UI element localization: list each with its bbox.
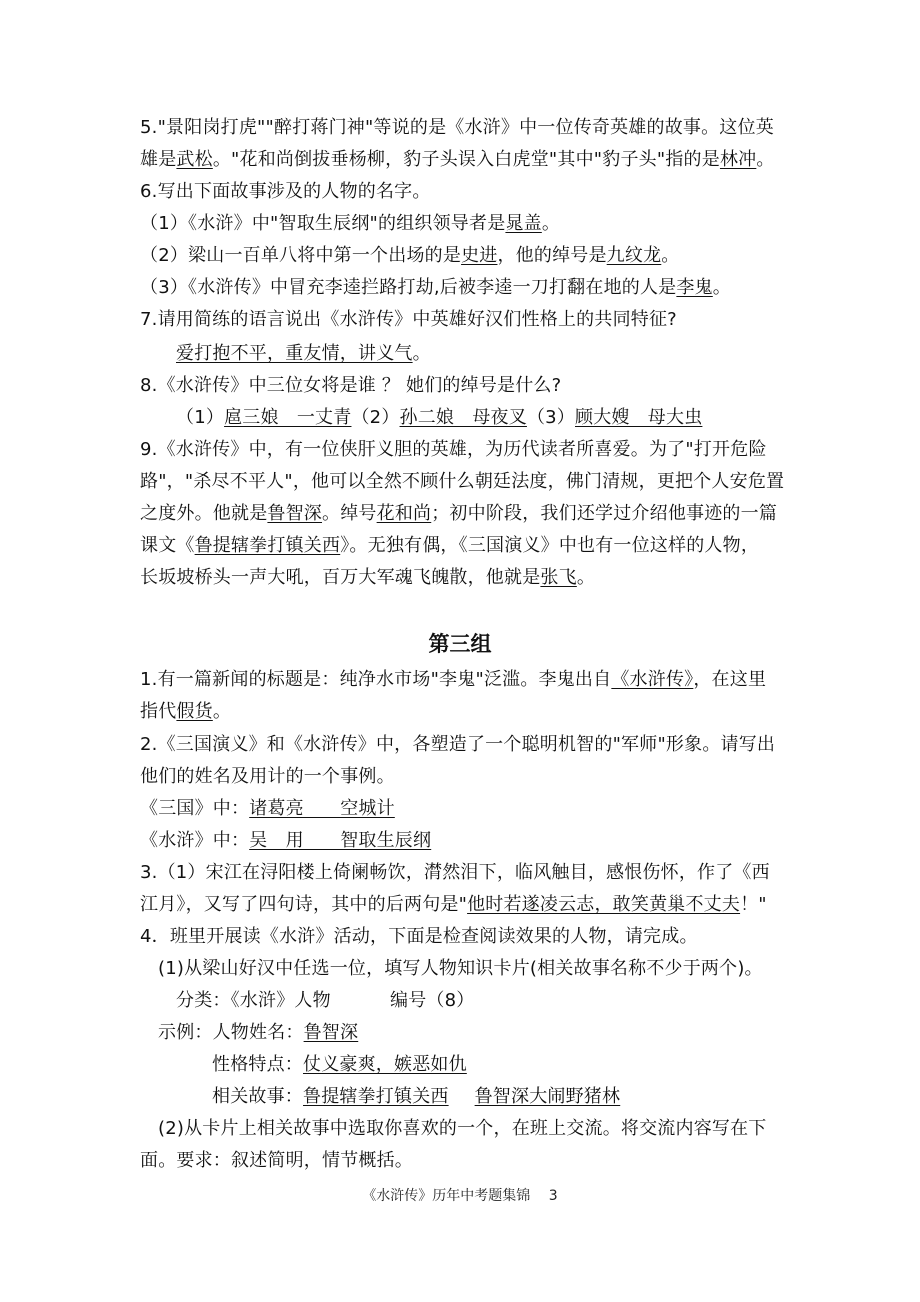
text: 。"花和尚倒拔垂杨柳，豹子头误入白虎堂"其中"豹子头"指的是 bbox=[212, 149, 720, 170]
q9-line-2: 路"，"杀尽不平人"，他可以全然不顾什么朝廷法度，佛门清规，更把个人安危置 bbox=[140, 471, 785, 492]
answer-trait: 仗义豪爽，嫉恶如仇 bbox=[303, 1054, 467, 1075]
answer-story-1: 鲁提辖拳打镇关西 bbox=[303, 1086, 449, 1107]
answer-name: 鲁智深 bbox=[303, 1022, 359, 1043]
text: 长坂坡桥头一声大吼，百万大军魂飞魄散，他就是 bbox=[140, 567, 541, 588]
text: 。 bbox=[541, 213, 561, 234]
text: 。绰号 bbox=[322, 503, 377, 524]
answer-shuihuzhuan: 《水浒传》 bbox=[611, 669, 694, 690]
text: 雄是 bbox=[140, 149, 177, 170]
q8-title: 8.《水浒传》中三位女将是谁 ？ 她们的绰号是什么? bbox=[140, 375, 562, 396]
text: ，在这里 bbox=[693, 669, 767, 690]
q7-answer-line bbox=[176, 342, 431, 366]
text: （3） bbox=[526, 407, 575, 428]
answer-wuyong: 吴 用 智取生辰纲 bbox=[249, 830, 432, 851]
g2-line-2: 他们的姓名及用计的一个事例。 bbox=[140, 766, 395, 787]
answer-jiuwenlong: 九纹龙 bbox=[606, 245, 662, 266]
answer-jiahuo: 假货 bbox=[176, 701, 213, 722]
g2-answer-shuihu bbox=[140, 829, 431, 853]
text: 1.有一篇新闻的标题是：纯净水市场"李鬼"泛滥。李鬼出自 bbox=[140, 669, 612, 690]
q6-title: 6.写出下面故事涉及的人物的名字。 bbox=[140, 181, 431, 202]
answer-husanniang: 扈三娘 一丈青 bbox=[224, 407, 352, 428]
q6-sub-2 bbox=[140, 244, 679, 268]
answer-traits: 爱打抱不平，重友情，讲义气 bbox=[176, 343, 413, 364]
text: ；初中阶段，我们还学过介绍他事迹的一篇 bbox=[431, 503, 778, 524]
q9-line-5 bbox=[140, 566, 595, 590]
q6-sub-3 bbox=[140, 276, 731, 300]
g4-sub-2-line-1: (2)从卡片上相关故事中选取你喜欢的一个，在班上交流。将交流内容写在下 bbox=[158, 1118, 767, 1139]
text: 江月》，又写了四句诗，其中的后两句是" bbox=[140, 894, 468, 915]
q8-answers bbox=[176, 406, 702, 430]
text: 《水浒》中： bbox=[140, 830, 250, 851]
answer-gudasao: 顾大嫂 母大虫 bbox=[575, 407, 703, 428]
text: 《三国》中： bbox=[140, 798, 250, 819]
text: 。 bbox=[412, 343, 431, 364]
text: 。 bbox=[712, 277, 731, 298]
answer-shijin: 史进 bbox=[461, 245, 498, 266]
q9-line-1: 9.《水浒传》中，有一位侠肝义胆的英雄，为历代读者所喜爱。为了"打开危险 bbox=[140, 439, 767, 460]
answer-zhugeliang: 诸葛亮 空城计 bbox=[249, 798, 395, 819]
answer-luzhishen: 鲁智深 bbox=[267, 503, 323, 524]
g3-line-2 bbox=[140, 893, 767, 917]
text: 相关故事： bbox=[212, 1086, 303, 1107]
q6-sub-1 bbox=[140, 212, 560, 236]
q9-line-3 bbox=[140, 502, 777, 526]
text: 示例：人物姓名： bbox=[158, 1022, 304, 1043]
text: （2） bbox=[351, 407, 400, 428]
answer-suner-niang: 孙二娘 母夜叉 bbox=[399, 407, 527, 428]
q5-line-1: 5."景阳岗打虎""醉打蒋门神"等说的是《水浒》中一位传奇英雄的故事。这位英 bbox=[140, 117, 774, 138]
answer-lesson: 鲁提辖拳打镇关西 bbox=[194, 535, 341, 556]
g4-example-name bbox=[158, 1021, 358, 1045]
text: 。 bbox=[576, 567, 596, 588]
text: 之度外。他就是 bbox=[140, 503, 268, 524]
text: ，他的绰号是 bbox=[497, 245, 607, 266]
answer-story-2: 鲁智深大闹野猪林 bbox=[474, 1086, 621, 1107]
text: 。 bbox=[756, 149, 775, 170]
text: 课文《 bbox=[140, 535, 195, 556]
text: ！" bbox=[740, 894, 767, 915]
g3-line-1: 3.（1）宋江在浔阳楼上倚阑畅饮，潸然泪下，临风触目，感恨伤怀，作了《西 bbox=[140, 862, 770, 883]
answer-linchong: 林冲 bbox=[719, 149, 757, 170]
text: 》。无独有偶，《三国演义》中也有一位这样的人物， bbox=[340, 535, 760, 556]
answer-ligui: 李鬼 bbox=[676, 277, 713, 298]
g4-title: 4．班里开展读《水浒》活动，下面是检查阅读效果的人物，请完成。 bbox=[140, 926, 698, 947]
g4-number: 编号（8） bbox=[390, 990, 475, 1011]
text: （1） bbox=[176, 407, 225, 428]
g4-sub-1: (1)从梁山好汉中任选一位，填写人物知识卡片(相关故事名称不少于两个)。 bbox=[158, 958, 763, 979]
g4-classify: 分类：《水浒》人物 bbox=[176, 990, 331, 1011]
g1-line-2 bbox=[140, 700, 231, 724]
g4-stories bbox=[212, 1085, 620, 1109]
g4-sub-2-line-2: 面。要求：叙述简明，情节概括。 bbox=[140, 1150, 413, 1171]
text: （3）《水浒传》中冒充李逵拦路打劫,后被李逵一刀打翻在地的人是 bbox=[140, 277, 677, 298]
text: （1）《水浒》中"智取生辰纲"的组织领导者是 bbox=[140, 213, 506, 234]
text: 。 bbox=[212, 701, 232, 722]
text: （2）梁山一百单八将中第一个出场的是 bbox=[140, 245, 462, 266]
g4-trait bbox=[212, 1053, 467, 1077]
text: 。 bbox=[661, 245, 680, 266]
g2-answer-sanguo bbox=[140, 797, 395, 821]
answer-zhangfei: 张飞 bbox=[540, 567, 577, 588]
text: 指代 bbox=[140, 701, 177, 722]
q9-line-4 bbox=[140, 534, 759, 558]
g2-line-1: 2.《三国演义》和《水浒传》中，各塑造了一个聪明机智的"军师"形象。请写出 bbox=[140, 734, 776, 755]
text: 性格特点： bbox=[212, 1054, 303, 1075]
g1-line-1 bbox=[140, 668, 766, 692]
answer-wusong: 武松 bbox=[176, 149, 213, 170]
page-footer: 《水浒传》历年中考题集锦 3 bbox=[362, 1188, 558, 1204]
q7-title: 7.请用简练的语言说出《水浒传》中英雄好汉们性格上的共同特征? bbox=[140, 309, 677, 330]
section-title: 第三组 bbox=[428, 632, 492, 656]
answer-chaogai: 晁盖 bbox=[505, 213, 542, 234]
answer-huaheshang: 花和尚 bbox=[376, 503, 432, 524]
answer-poem: 他时若遂凌云志，敢笑黄巢不丈夫 bbox=[467, 894, 741, 915]
q5-line-2 bbox=[140, 148, 775, 172]
